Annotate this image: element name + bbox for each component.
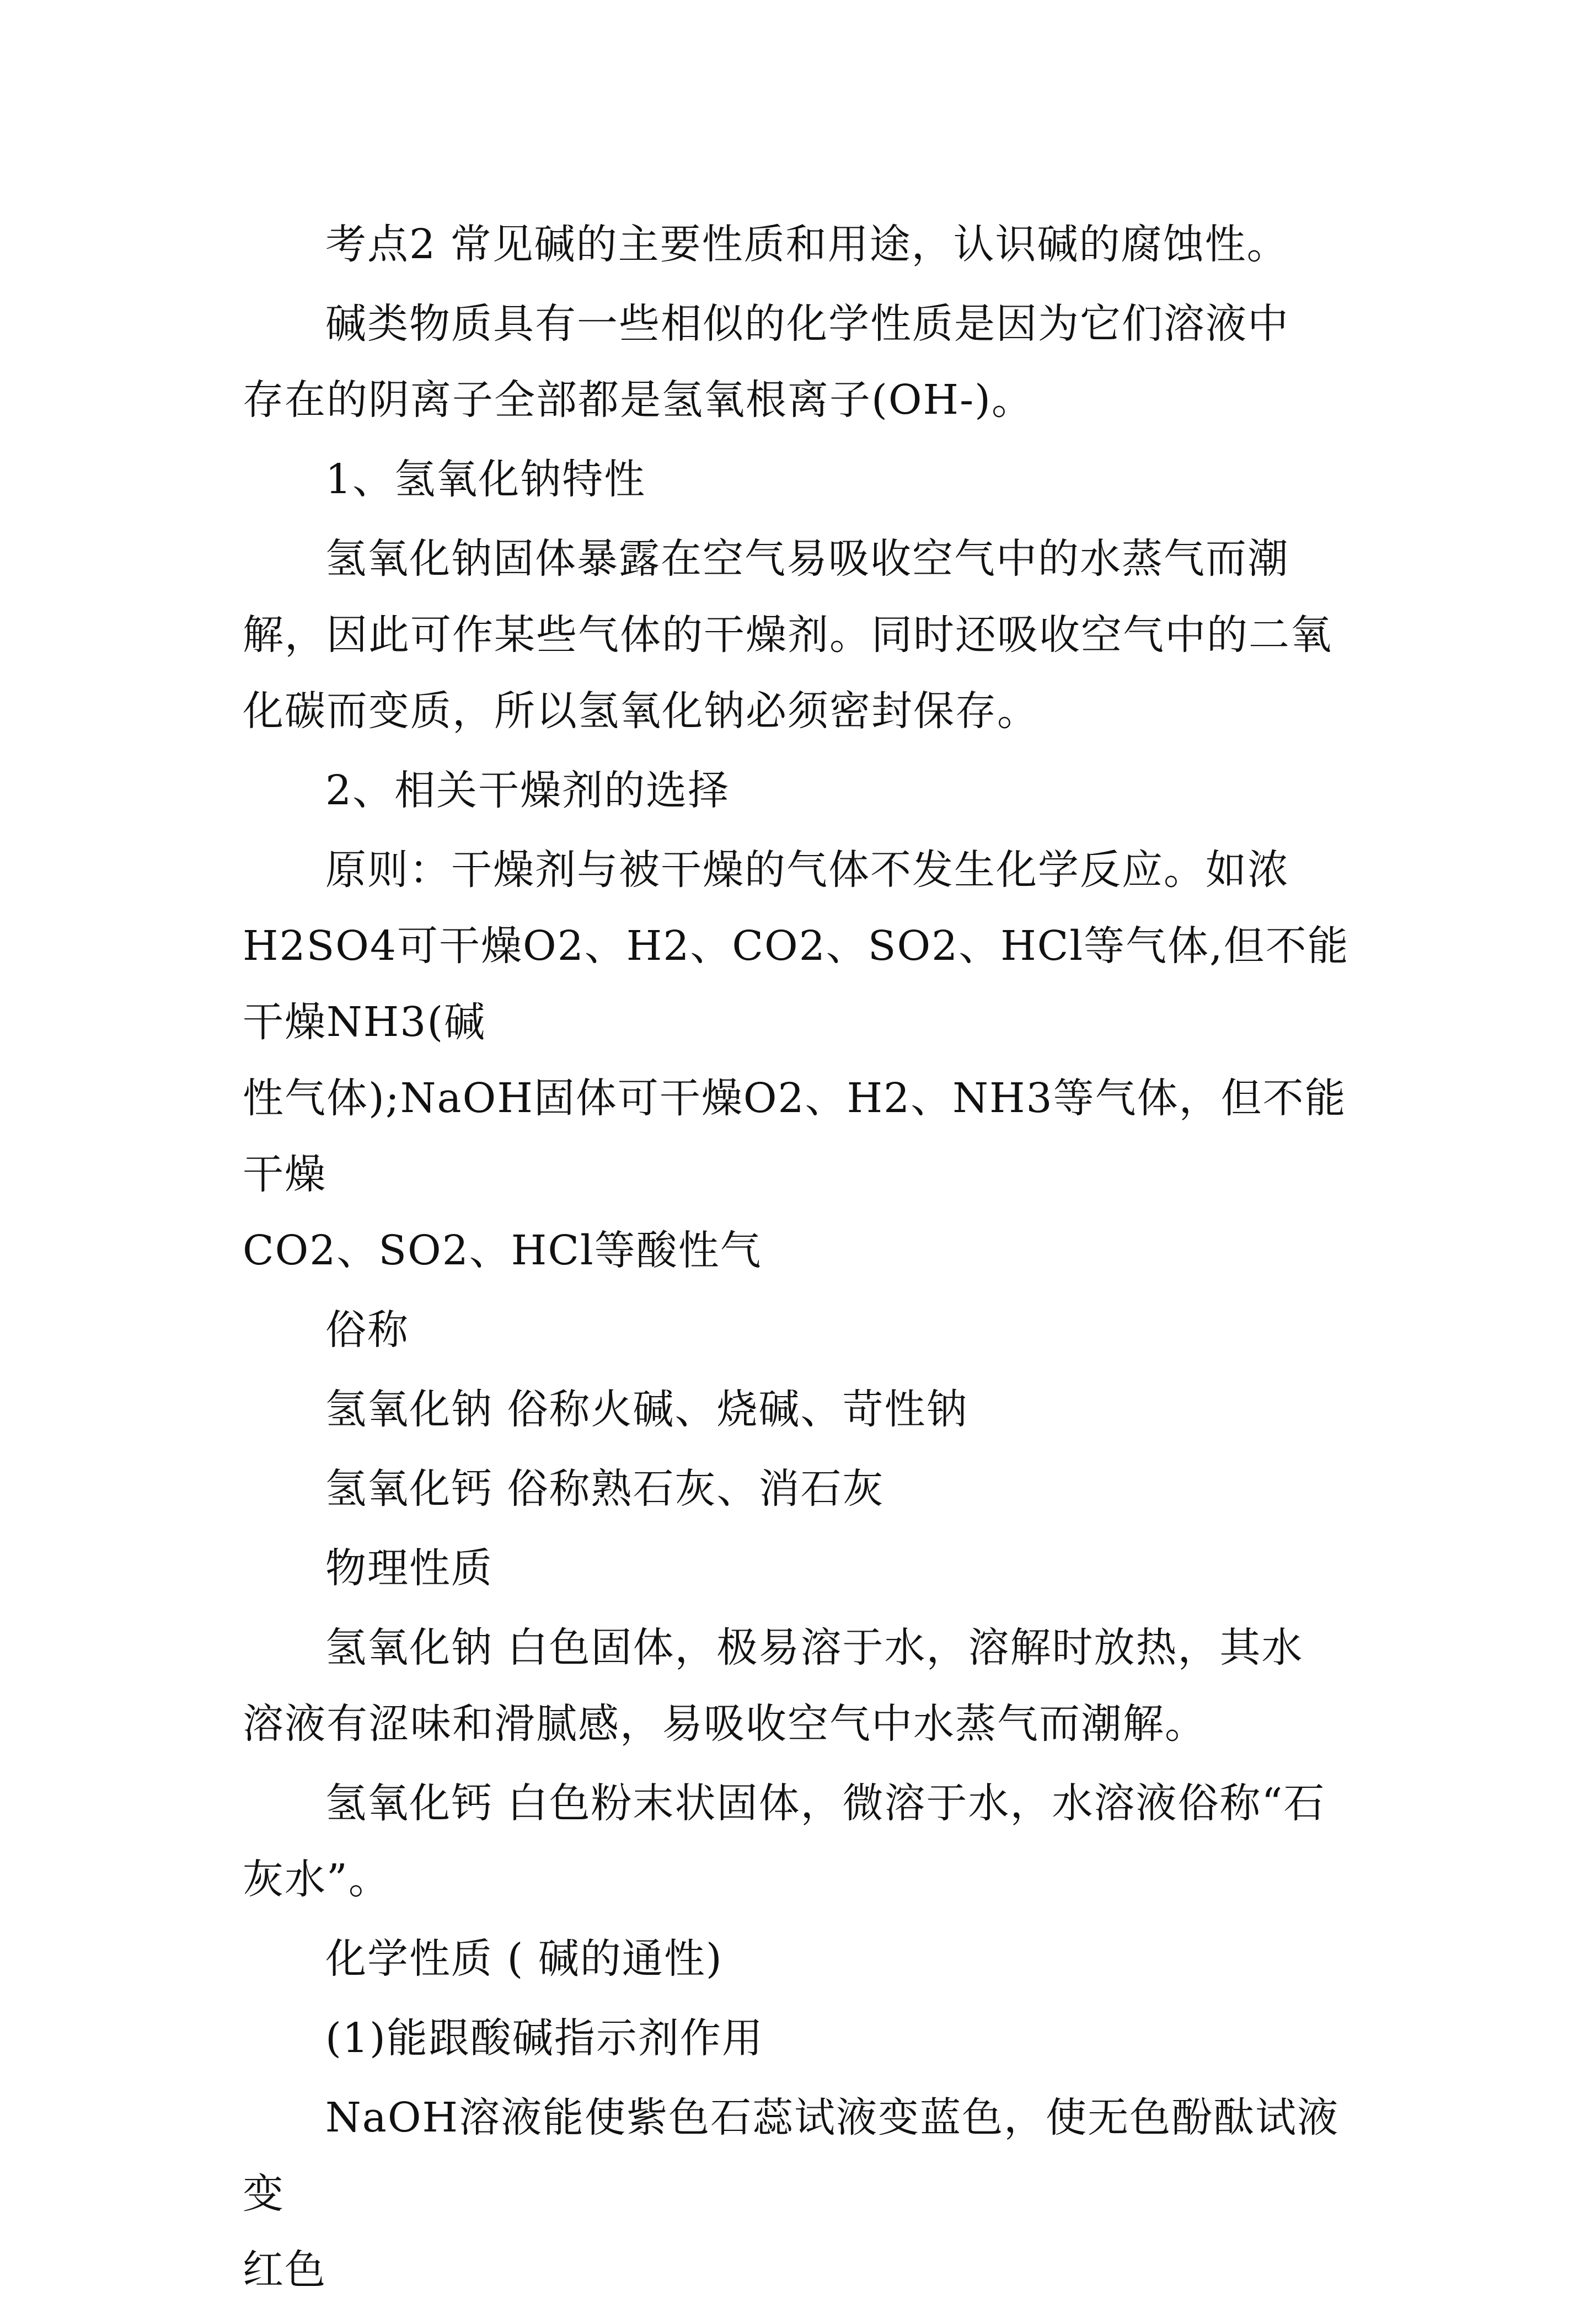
paragraph-line: 解，因此可作某些气体的干燥剂。同时还吸收空气中的二氧 [243, 611, 1332, 659]
paragraph-line: 氢氧化钠 白色固体，极易溶于水，溶解时放热，其水 [325, 1624, 1304, 1671]
paragraph-text: 2、相关干燥剂的选择 [325, 767, 730, 814]
paragraph-2 [243, 286, 1357, 438]
paragraph-line: 溶液有涩味和滑腻感，易吸收空气中水蒸气而潮解。 [243, 1700, 1207, 1748]
paragraph-line: 氢氧化钠固体暴露在空气易吸收空气中的水蒸气而潮 [325, 535, 1289, 583]
paragraph-8 [243, 1371, 1357, 1447]
paragraph-5 [243, 752, 1357, 829]
paragraph-12 [243, 1765, 1357, 1917]
paragraph-line: 化碳而变质，所以氢氧化钠必须密封保存。 [243, 687, 1039, 735]
paragraph-line: 灰水”。 [243, 1856, 390, 1903]
paragraph-text: 氢氧化钙 俗称熟石灰、消石灰 [325, 1465, 885, 1513]
paragraph-line: 原则：干燥剂与被干燥的气体不发生化学反应。如浓 [325, 846, 1289, 894]
paragraph-14 [243, 2000, 1357, 2076]
paragraph-6 [243, 832, 1357, 1289]
paragraph-13 [243, 1921, 1357, 1997]
paragraph-line: 氢氧化钙 白色粉末状固体，微溶于水，水溶液俗称“石 [325, 1780, 1326, 1827]
paragraph-text: 化学性质 ( 碱的通性) [325, 1935, 723, 1983]
paragraph-text: 俗称 [325, 1306, 409, 1354]
paragraph-11 [243, 1610, 1357, 1762]
paragraph-text: 考点2 常见碱的主要性质和用途，认识碱的腐蚀性。 [325, 221, 1289, 268]
paragraph-1 [243, 206, 1357, 282]
paragraph-text: (1)能跟酸碱指示剂作用 [325, 2015, 764, 2062]
paragraph-text: 1、氢氧化钠特性 [325, 456, 646, 503]
document-body [243, 206, 1357, 2308]
paragraph-9 [243, 1451, 1357, 1527]
paragraph-15 [243, 2080, 1357, 2308]
paragraph-line: 碱类物质具有一些相似的化学性质是因为它们溶液中 [325, 300, 1289, 348]
paragraph-10 [243, 1530, 1357, 1606]
paragraph-7 [243, 1292, 1357, 1368]
paragraph-line: 红色 [243, 2246, 326, 2294]
paragraph-line: 性气体);NaOH固体可干燥O2、H2、NH3等气体，但不能干燥 [243, 1075, 1347, 1198]
paragraph-4 [243, 521, 1357, 749]
paragraph-3 [243, 441, 1357, 517]
paragraph-text: 氢氧化钠 俗称火碱、烧碱、苛性钠 [325, 1386, 968, 1433]
paragraph-line: NaOH溶液能使紫色石蕊试液变蓝色，使无色酚酞试液变 [243, 2094, 1340, 2218]
paragraph-line: H2SO4可干燥O2、H2、CO2、SO2、HCl等气体,但不能干燥NH3(碱 [243, 922, 1349, 1046]
paragraph-text: 物理性质 [325, 1545, 493, 1592]
paragraph-line: CO2、SO2、HCl等酸性气 [243, 1227, 762, 1274]
paragraph-line: 存在的阴离子全部都是氢氧根离子(OH-)。 [243, 376, 1033, 424]
